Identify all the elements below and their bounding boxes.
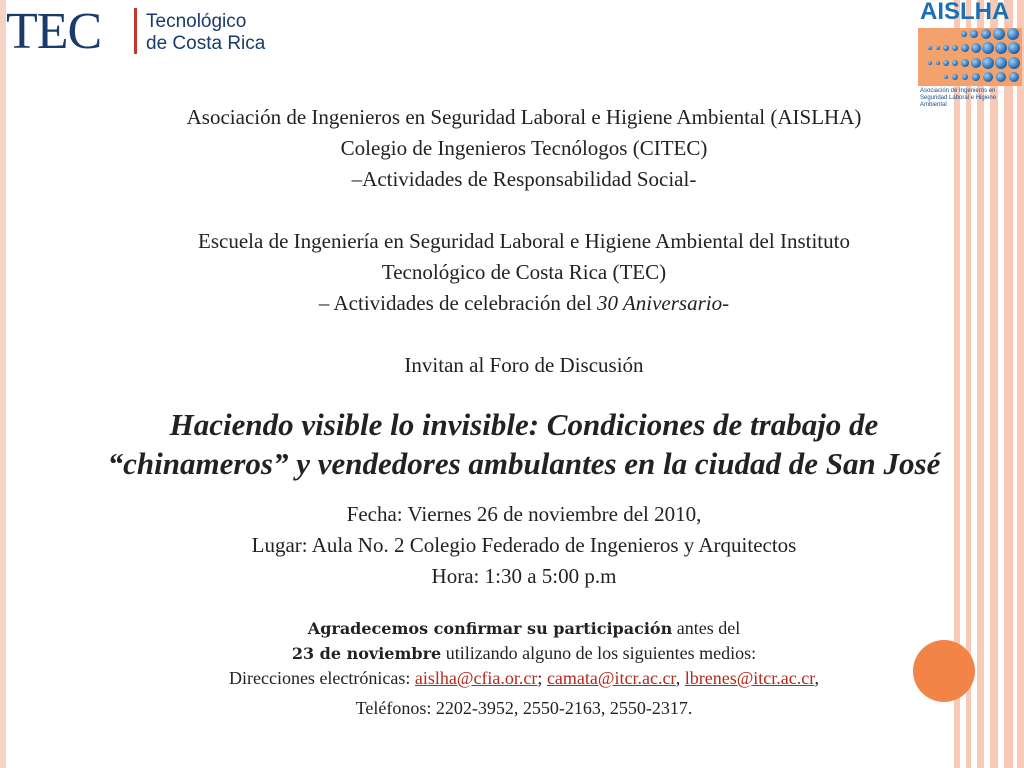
forum-title-line2: “chinameros” y vendedores ambulantes en la ciudad de San José	[107, 446, 941, 481]
tec-logo-mark: TEC	[6, 3, 102, 60]
rsvp-line2	[20, 641, 1024, 666]
phones-line: Teléfonos: 2202-3952, 2550-2163, 2550-2317.	[355, 698, 693, 718]
rsvp-bold2: 23 de noviembre	[291, 644, 442, 663]
date-prefix: Fecha: Viernes	[346, 502, 477, 526]
email-link-lbrenes[interactable]: lbrenes@itcr.ac.cr	[684, 668, 815, 688]
emails-line	[20, 666, 1024, 690]
aislha-logo-caption: Asociación de Ingenieros en Seguridad Laboral e Higiene Ambiental	[920, 88, 997, 108]
decorative-circle	[913, 640, 975, 702]
anniversary-prefix: – Actividades de celebración del	[318, 291, 598, 315]
date-line	[20, 499, 1024, 530]
org-aislha: Asociación de Ingenieros en Seguridad Laboral e Higiene Ambiental (AISLHA)	[186, 105, 862, 129]
email-link-camata[interactable]: camata@itcr.ac.cr	[546, 668, 676, 688]
school-line1: Escuela de Ingeniería en Seguridad Laboral e Higiene Ambiental del Instituto	[198, 229, 850, 253]
rsvp-text2: utilizando alguno de los siguientes medios:	[441, 643, 757, 663]
anniversary-italic: 30 Aniversario-	[597, 291, 730, 315]
invitation-body	[20, 102, 1024, 720]
rsvp-bold1: Agradecemos confirmar su participación	[307, 619, 673, 638]
email-sep2: ,	[675, 668, 685, 688]
emails-label: Direcciones electrónicas:	[228, 668, 415, 688]
email-link-aislha[interactable]: aislha@cfia.or.cr	[414, 668, 538, 688]
place-line: Lugar: Aula No. 2 Colegio Federado de Ingenieros y Arquitectos	[251, 533, 797, 557]
date-highlight: 26 de noviembre	[476, 502, 618, 526]
rsvp-text1: antes del	[672, 618, 741, 638]
tec-logo-line1: Tecnológico	[146, 11, 247, 32]
date-suffix: del 2010,	[617, 502, 702, 526]
forum-title-line1: Haciendo visible lo invisible: Condiciones de trabajo de	[169, 407, 879, 442]
anniversary-line	[20, 288, 1024, 319]
org-citec: Colegio de Ingenieros Tecnólogos (CITEC)	[340, 136, 708, 160]
left-decor-stripe	[0, 0, 6, 768]
activity-social: –Actividades de Responsabilidad Social-	[351, 167, 697, 191]
tec-logo	[6, 4, 296, 62]
aislha-dot-grid-icon	[916, 26, 1024, 90]
school-line2: Tecnológico de Costa Rica (TEC)	[381, 260, 667, 284]
aislha-logo-title: AISLHA	[920, 0, 1010, 25]
email-sep1: ;	[537, 668, 547, 688]
tec-logo-line2: de Costa Rica	[146, 33, 266, 54]
aislha-logo	[916, 0, 1024, 112]
tec-logo-divider	[134, 8, 137, 54]
time-line: Hora: 1:30 a 5:00 p.m	[431, 564, 617, 588]
invite-line: Invitan al Foro de Discusión	[404, 353, 644, 377]
email-sep3: ,	[814, 668, 820, 688]
rsvp-line1	[20, 616, 1024, 641]
